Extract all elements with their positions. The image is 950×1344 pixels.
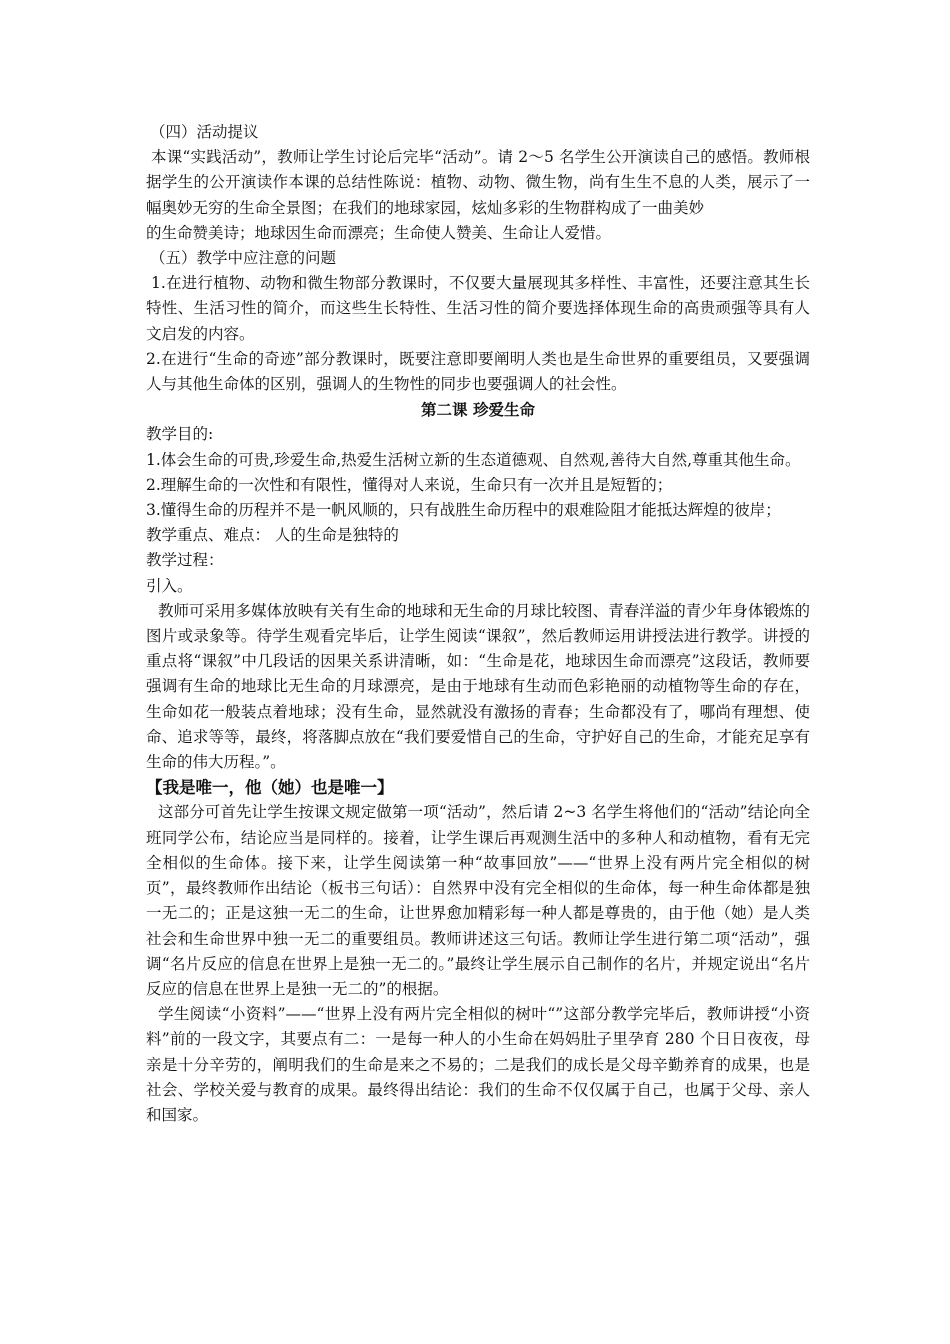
unique-paragraph-1: 这部分可首先让学生按课文规定做第一项“活动”，然后请 2~3 名学生将他们的“活动”结论向全班同学公布，结论应当是同样的。接着，让学生课后再观测生活中的多种人和动植物，看有无完全相似的生命体。接下来，让学生阅读第一种“故事回放”——“世界上没有两片完全相似的树页”，最终教师作出结论（板书三句话）：自然界中没有完全相似的生命体，每一种生命体都是独一无二的；正是这独一无二的生命，让世界愈加精彩每一种人都是尊贵的，由于他（她）是人类社会和生命世界中独一无二的重要组员。教师讲述这三句话。教师让学生进行第二项“活动”，强调“名片反应的信息在世界上是独一无二的。”最终让学生展示自己制作的名片，并规定说出“名片反应的信息在世界上是独一无二的”的根据。 bbox=[146, 803, 810, 998]
document-page bbox=[146, 120, 810, 1128]
section-4-paragraph-continued: 的生命赞美诗；地球因生命而漂亮；生命使人赞美、生命让人爱惜。 bbox=[146, 223, 612, 242]
process-label: 教学过程： bbox=[146, 551, 224, 570]
section-5-heading: （五）教学中应注意的问题 bbox=[150, 249, 337, 268]
key-points: 教学重点、难点： 人的生命是独特的 bbox=[146, 526, 399, 545]
section-5-item-1: 1.在进行植物、动物和微生物部分教课时，不仅要大量展现其多样性、丰富性，还要注意其生长特性、生活习性的简介，而这些生长特性、生活习性的简介要选择体现生命的高贵顽强等具有人文启发的内容。 bbox=[146, 274, 810, 343]
goal-3: 3.懂得生命的历程并不是一帆风顺的，只有战胜生命历程中的艰难险阻才能抵达辉煌的彼岸； bbox=[146, 501, 781, 520]
goal-1: 1.体会生命的可贵,珍爱生命,热爱生活树立新的生态道德观、自然观,善待大自然,尊重其他生命。 bbox=[146, 450, 801, 469]
unique-paragraph-2: 学生阅读“小资料”——“世界上没有两片完全相似的树叶“”这部分教学完毕后，教师讲授“小资料”前的一段文字，其要点有二：一是每一种人的小生命在妈妈肚子里孕育 280 个日日夜夜，母亲是十分辛劳的，阐明我们的生命是来之不易的；二是我们的成长是父母辛勤养育的成果，也是社会、学校关爱与教育的成果。最终得出结论：我们的生命不仅仅属于自己，也属于父母、亲人和国家。 bbox=[146, 1005, 810, 1124]
goals-label: 教学目的: bbox=[146, 425, 214, 444]
section-4-paragraph: 本课“实践活动”，教师让学生讨论后完毕“活动”。请 2～5 名学生公开演读自己的感悟。教师根据学生的公开演读作本课的总结性陈说：植物、动物、微生物，尚有生生不息的人类，展示了一幅奥妙无穷的生命全景图；在我们的地球家园，炫灿多彩的生物群构成了一曲美妙 bbox=[146, 148, 810, 217]
intro-label: 引入。 bbox=[146, 576, 193, 595]
intro-paragraph: 教师可采用多媒体放映有关有生命的地球和无生命的月球比较图、青春洋溢的青少年身体锻炼的图片或录象等。待学生观看完毕后，让学生阅读“课叙”，然后教师运用讲授法进行教学。讲授的重点将“课叙”中几段话的因果关系讲清晰，如：“生命是花，地球因生命而漂亮”这段话，教师要强调有生命的地球比无生命的月球漂亮，是由于地球有生动而色彩艳丽的动植物等生命的存在，生命如花一般装点着地球；没有生命，显然就没有激扬的青春；生命都没有了，哪尚有理想、使命、追求等等，最终，将落脚点放在“我们要爱惜自己的生命，守护好自己的生命，才能充足享有生命的伟大历程。”。 bbox=[146, 601, 810, 772]
section-5-item-2: 2.在进行“生命的奇迹”部分教课时，既要注意即要阐明人类也是生命世界的重要组员，又要强调人与其他生命体的区别，强调人的生物性的同步也要强调人的社会性。 bbox=[146, 349, 810, 394]
goal-2: 2.理解生命的一次性和有限性，懂得对人来说，生命只有一次并且是短暂的； bbox=[146, 475, 673, 494]
unique-section-heading: 【我是唯一，他（她）也是唯一】 bbox=[146, 778, 394, 798]
lesson-title: 第二课 珍爱生命 bbox=[421, 400, 535, 420]
section-4-heading: （四）活动提议 bbox=[150, 123, 259, 141]
